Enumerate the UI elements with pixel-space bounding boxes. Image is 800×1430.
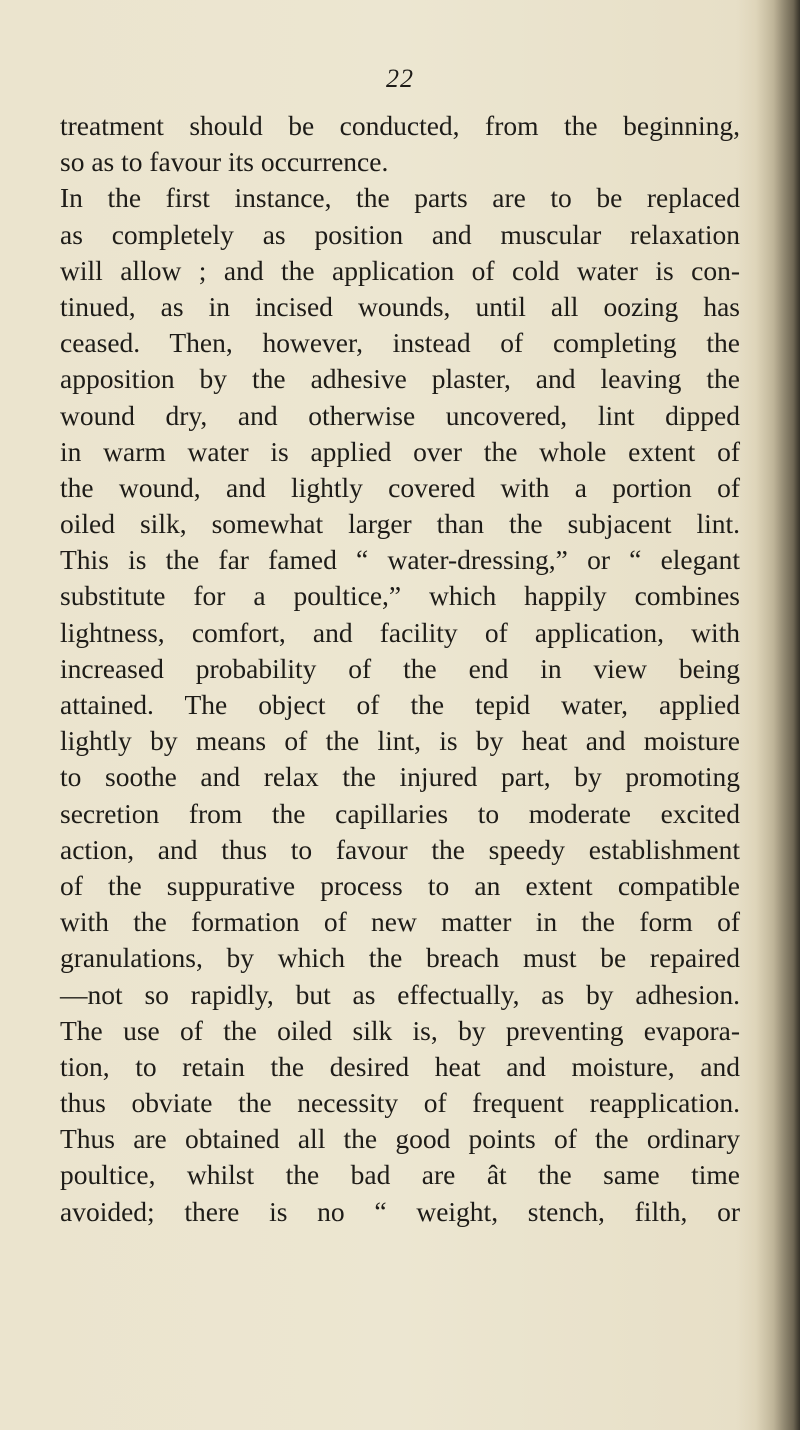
text-line: in warm water is applied over the whole extent of [60,435,740,467]
text-line: In the first instance, the parts are to be replaced [60,182,740,214]
text-line: oiled silk, somewhat larger than the subjacent lint. [60,508,740,540]
text-line: as completely as position and muscular relaxation [60,218,740,250]
text-line: action, and thus to favour the speedy establishment [60,833,740,865]
text-line: —not so rapidly, but as effectually, as by adhesion. [60,978,740,1010]
page-binding-shadow [756,0,800,1430]
text-line: This is the far famed “ water-dressing,” or “ elegant [60,544,740,576]
text-line: poultice, whilst the bad are ât the same time [60,1159,740,1191]
text-line: apposition by the adhesive plaster, and leaving the [60,363,740,395]
text-line: granulations, by which the breach must be repaired [60,942,740,974]
page-number: 22 [386,64,414,93]
text-line: attained. The object of the tepid water, applied [60,689,740,720]
text-line: so as to favour its occurrence. [60,146,389,178]
text-line: tion, to retain the desired heat and moisture, and [60,1050,740,1082]
text-line: of the suppurative process to an extent compatible [60,869,740,901]
text-line: with the formation of new matter in the form of [60,906,740,938]
body-text [60,108,740,1230]
text-line: the wound, and lightly covered with a portion of [60,471,740,503]
text-line: wound dry, and otherwise uncovered, lint dipped [60,399,740,431]
text-line: Thus are obtained all the good points of the ordinary [60,1123,740,1155]
text-line: treatment should be conducted, from the beginning, [60,110,740,141]
text-line: ceased. Then, however, instead of completing the [60,327,740,359]
text-line: substitute for a poultice,” which happily combines [60,580,740,612]
text-line: will allow ; and the application of cold water is con- [60,254,740,286]
text-line: to soothe and relax the injured part, by promoting [60,761,740,793]
text-line: thus obviate the necessity of frequent reapplication. [60,1087,740,1119]
text-line: secretion from the capillaries to moderate excited [60,797,740,829]
text-line: tinued, as in incised wounds, until all oozing has [60,290,740,322]
text-line: lightly by means of the lint, is by heat and moisture [60,725,740,757]
text-line: avoided; there is no “ weight, stench, filth, or [60,1195,740,1227]
text-line: increased probability of the end in view being [60,652,740,684]
text-line: The use of the oiled silk is, by preventing evapora- [60,1014,740,1046]
text-line: lightness, comfort, and facility of application, with [60,616,740,648]
